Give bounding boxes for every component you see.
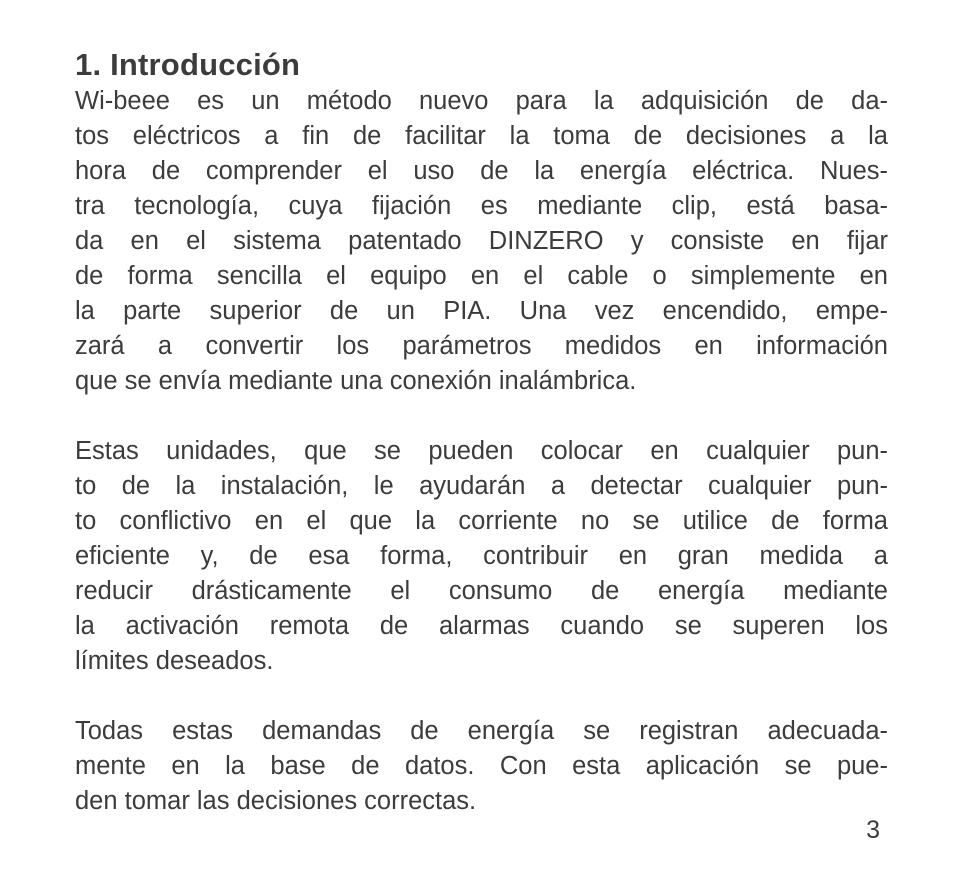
paragraph-line: zará a convertir los parámetros medidos en información: [75, 332, 888, 360]
section-heading: 1. Introducción: [75, 47, 301, 82]
paragraph-line: reducir drásticamente el consumo de energía mediante: [75, 577, 888, 605]
paragraph-line: tos eléctricos a fin de facilitar la toma de decisiones a la: [75, 122, 888, 150]
paragraph-spacer: [75, 679, 888, 714]
paragraph-line: eficiente y, de esa forma, contribuir en gran medida a: [75, 542, 888, 570]
paragraph-line: que se envía mediante una conexión inalámbrica.: [75, 367, 637, 395]
paragraph-line: Todas estas demandas de energía se registran adecuada-: [75, 717, 888, 745]
paragraph-intro: [75, 84, 888, 399]
paragraph-line: den tomar las decisiones correctas.: [75, 787, 477, 815]
paragraph-line: hora de comprender el uso de la energía eléctrica. Nues-: [75, 157, 888, 185]
paragraph-line: límites deseados.: [75, 647, 274, 675]
paragraph-line: tra tecnología, cuya fijación es mediante clip, está basa-: [75, 192, 888, 220]
document-page: [75, 46, 888, 819]
paragraph-database: [75, 714, 888, 819]
paragraph-line: Estas unidades, que se pueden colocar en cualquier pun-: [75, 437, 888, 465]
paragraph-line: mente en la base de datos. Con esta aplicación se pue-: [75, 752, 888, 780]
paragraph-line: la parte superior de un PIA. Una vez encendido, empe-: [75, 297, 888, 325]
paragraph-line: da en el sistema patentado DINZERO y consiste en fijar: [75, 227, 888, 255]
paragraph-line: la activación remota de alarmas cuando se superen los: [75, 612, 888, 640]
paragraph-line: to de la instalación, le ayudarán a detectar cualquier pun-: [75, 472, 888, 500]
paragraph-units: [75, 434, 888, 679]
paragraph-line: Wi-beee es un método nuevo para la adquisición de da-: [75, 87, 888, 115]
paragraph-spacer: [75, 399, 888, 434]
paragraph-line: to conflictivo en el que la corriente no se utilice de forma: [75, 507, 888, 535]
page-number: 3: [866, 816, 880, 844]
paragraph-line: de forma sencilla el equipo en el cable o simplemente en: [75, 262, 888, 290]
